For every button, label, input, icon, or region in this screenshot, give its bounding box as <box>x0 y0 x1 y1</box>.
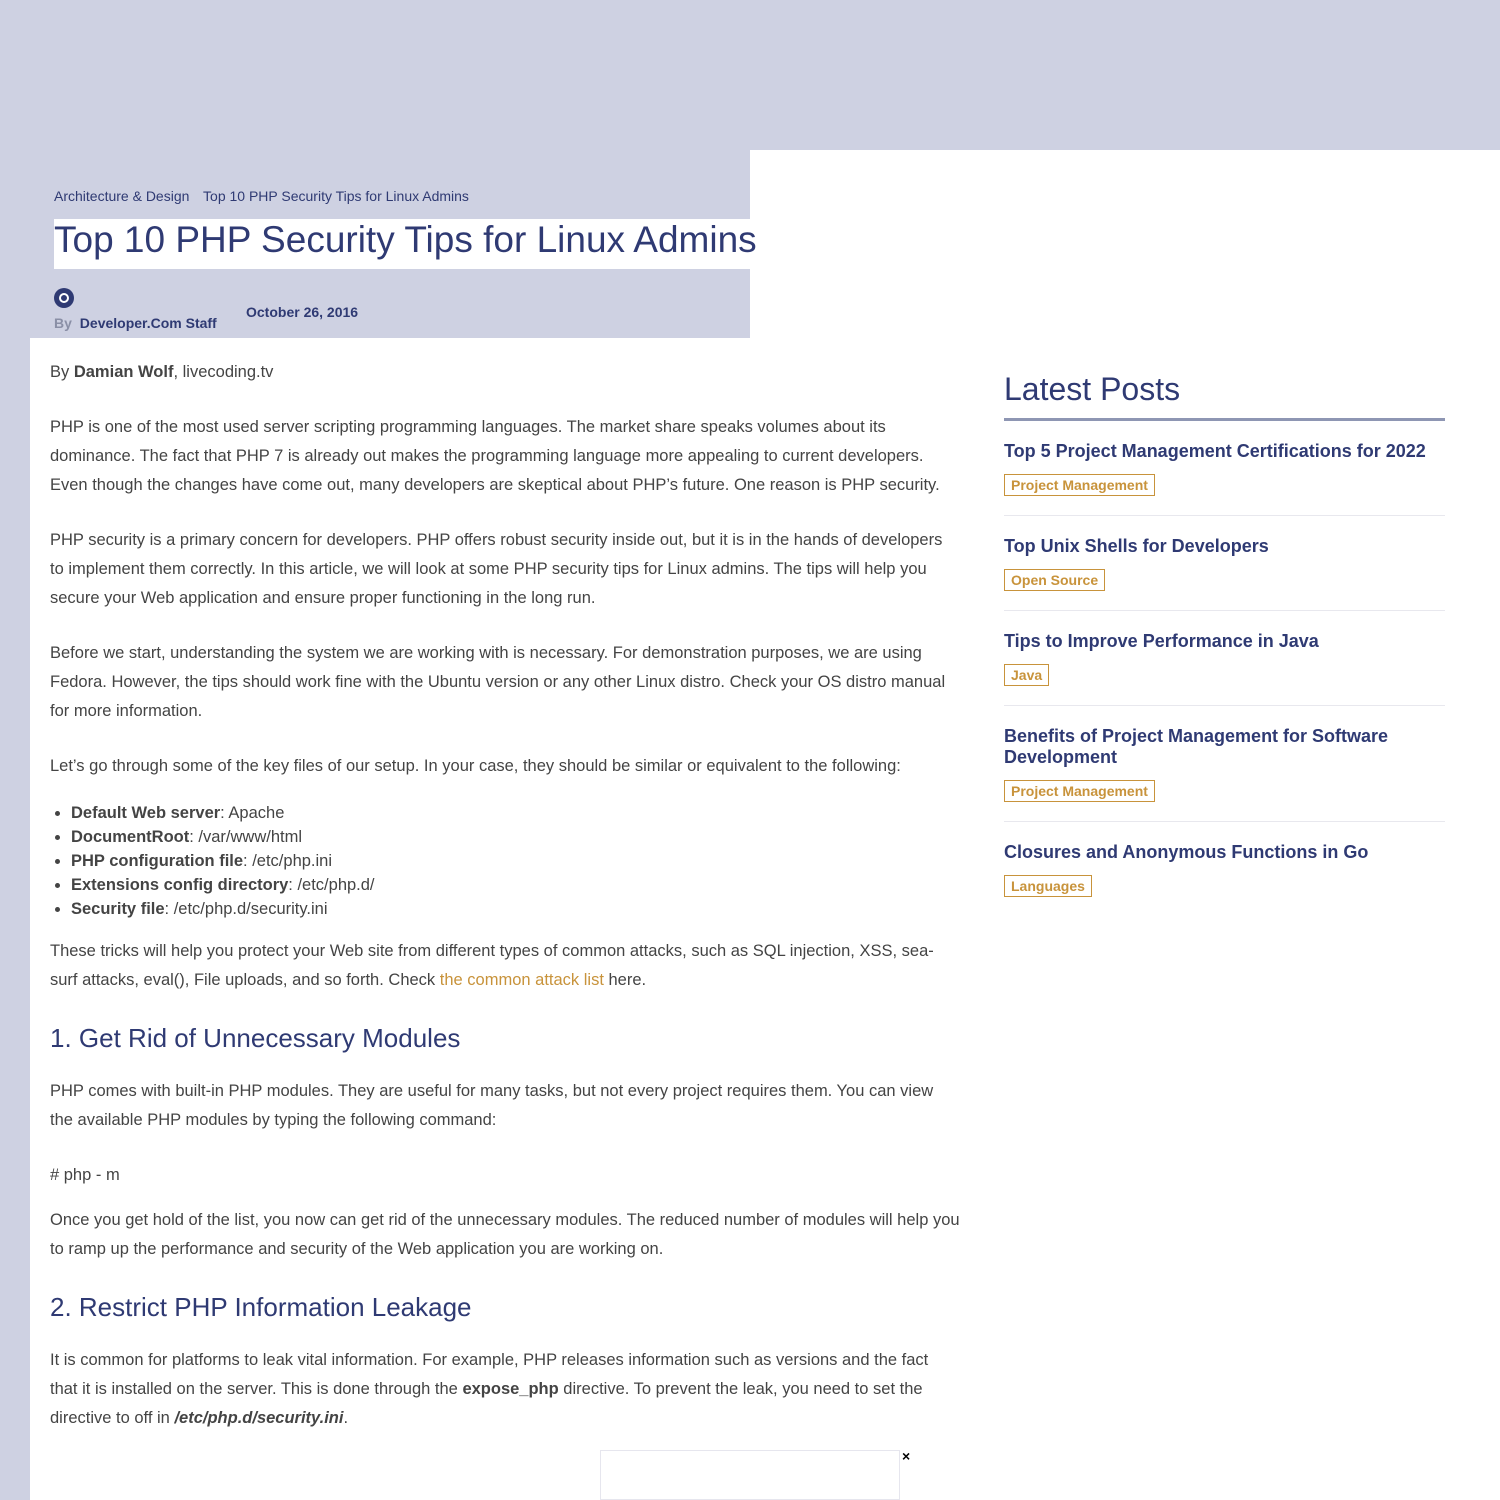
ad-slot[interactable] <box>600 1450 900 1500</box>
list-item <box>71 801 960 825</box>
post-tag[interactable]: Languages <box>1004 875 1092 897</box>
author-link[interactable]: Developer.Com Staff <box>79 315 217 331</box>
post-title-link[interactable]: Benefits of Project Management for Software Development <box>1004 726 1389 767</box>
attacks-text-end: here. <box>603 971 647 989</box>
post-tag[interactable]: Open Source <box>1004 569 1105 591</box>
common-attack-list-link[interactable]: the common attack list <box>439 971 604 989</box>
list-item <box>1004 706 1445 822</box>
post-title-link[interactable]: Top Unix Shells for Developers <box>1004 536 1269 556</box>
file-value: : /etc/php.d/security.ini <box>164 900 328 918</box>
post-title-link[interactable]: Tips to Improve Performance in Java <box>1004 631 1319 651</box>
close-icon[interactable]: × <box>902 1448 911 1464</box>
security-ini-path: /etc/php.d/security.ini <box>174 1409 344 1427</box>
attacks-text: These tricks will help you protect your Web site from different types of common attacks, such as SQL injection, XSS, sea-surf attacks, eval(), File uploads, and so forth. Check <box>50 942 934 989</box>
post-date: October 26, 2016 <box>246 304 359 320</box>
file-key: Security file <box>71 900 165 918</box>
file-key: PHP configuration file <box>71 852 244 870</box>
file-value: : /etc/php.ini <box>243 852 333 870</box>
breadcrumb <box>54 188 479 204</box>
credit-by: By <box>50 363 74 381</box>
post-title-link[interactable]: Closures and Anonymous Functions in Go <box>1004 842 1369 862</box>
credit-author: Damian Wolf <box>73 363 174 381</box>
list-item <box>1004 822 1445 916</box>
leakage-text: It is common for platforms to leak vital information. For example, PHP releases information such as versions and the fact that it is installed on the server. This is done through the <box>50 1351 929 1398</box>
latest-posts-title: Latest Posts <box>1004 368 1445 421</box>
file-value: : Apache <box>220 804 285 822</box>
expose-php-term: expose_php <box>462 1380 559 1398</box>
leakage-text-end: . <box>343 1409 349 1427</box>
byline <box>54 315 217 331</box>
list-item <box>71 849 960 873</box>
paragraph-intro: PHP is one of the most used server scripting programming languages. The market share speaks volumes about its dominance. The fact that PHP 7 is already out makes the programming language more appealing to current developers. Even though the changes have come out, many developers are skeptical about PHP’s future. One reason is PHP security. <box>50 418 940 494</box>
article-body <box>50 358 960 1459</box>
list-item <box>71 897 960 921</box>
byline-by-label: By <box>54 315 72 331</box>
file-key: DocumentRoot <box>71 828 190 846</box>
post-tag[interactable]: Project Management <box>1004 780 1155 802</box>
list-item <box>1004 516 1445 611</box>
code-command: # php - m <box>50 1166 120 1184</box>
list-item <box>71 825 960 849</box>
file-key: Default Web server <box>71 804 221 822</box>
section-heading-modules: 1. Get Rid of Unnecessary Modules <box>50 1023 461 1053</box>
page-title: Top 10 PHP Security Tips for Linux Admins <box>54 219 757 260</box>
post-title-link[interactable]: Top 5 Project Management Certifications for 2022 <box>1004 441 1426 461</box>
paragraph-modules: PHP comes with built-in PHP modules. They are useful for many tasks, but not every project requires them. You can view the available PHP modules by typing the following command: <box>50 1082 934 1129</box>
list-item <box>1004 421 1445 516</box>
file-value: : /etc/php.d/ <box>288 876 375 894</box>
paragraph-leakage <box>50 1346 960 1433</box>
article-credit <box>50 358 960 387</box>
list-item <box>71 873 960 897</box>
paragraph-files-intro: Let’s go through some of the key files of our setup. In your case, they should be similar or equivalent to the following: <box>50 757 901 775</box>
files-list <box>50 801 960 921</box>
paragraph-system: Before we start, understanding the system we are working with is necessary. For demonstration purposes, we are using Fedora. However, the tips should work fine with the Ubuntu version or any other Linux distro. Check your OS distro manual for more information. <box>50 644 946 720</box>
file-key: Extensions config directory <box>71 876 289 894</box>
paragraph-security: PHP security is a primary concern for developers. PHP offers robust security inside out, but it is in the hands of developers to implement them correctly. In this article, we will look at some PHP security tips for Linux admins. The tips will help you secure your Web application and ensure proper functioning in the long run. <box>50 531 943 607</box>
section-heading-leakage: 2. Restrict PHP Information Leakage <box>50 1292 472 1322</box>
post-tag[interactable]: Java <box>1004 664 1049 686</box>
list-item <box>1004 611 1445 706</box>
latest-posts-sidebar <box>1004 368 1445 916</box>
credit-source: , livecoding.tv <box>173 363 274 381</box>
paragraph-attacks <box>50 937 960 995</box>
leakage-text-2: directive. To prevent the leak, you need to set the directive to off in <box>50 1380 923 1427</box>
post-tag[interactable]: Project Management <box>1004 474 1155 496</box>
file-value: : /var/www/html <box>189 828 303 846</box>
author-avatar-icon[interactable] <box>54 288 74 308</box>
paragraph-modules-list: Once you get hold of the list, you now can get rid of the unnecessary modules. The reduced number of modules will help you to ramp up the performance and security of the Web application you are working on. <box>50 1211 960 1258</box>
breadcrumb-category-link[interactable]: Architecture & Design <box>54 188 190 204</box>
breadcrumb-current-link[interactable]: Top 10 PHP Security Tips for Linux Admins <box>203 188 469 204</box>
